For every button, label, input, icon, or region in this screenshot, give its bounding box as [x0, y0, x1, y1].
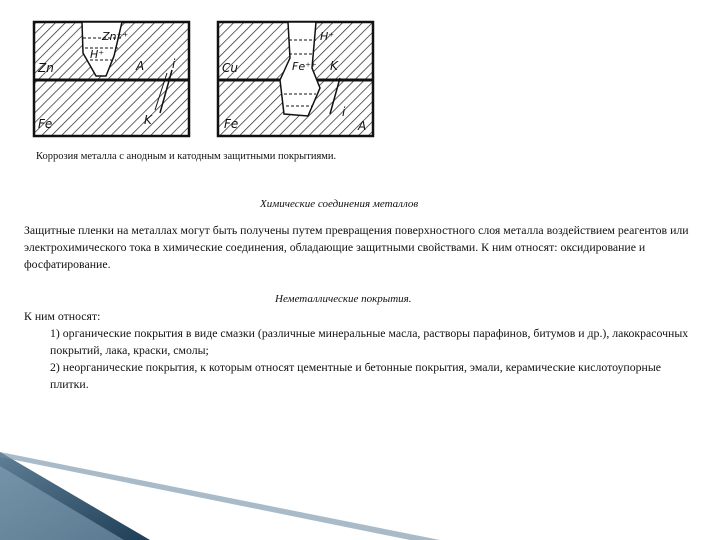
- label-k-right: K: [330, 59, 338, 73]
- list-item-inorganic: 2) неорганические покрытия, к которым относят цементные и бетонные покрытия, эмали, керамические кислотоупорные плитки.: [50, 360, 662, 391]
- label-a-right: A: [358, 119, 367, 133]
- label-i-right: i: [342, 105, 346, 119]
- corrosion-diagram: [30, 18, 380, 143]
- list-item-organic: 1) органические покрытия в виде смазки (различные минеральные масла, растворы парафинов, битумов и др.), лакокрасочных покрытий, лака, краски, смолы;: [50, 326, 689, 357]
- label-a-left: A: [136, 59, 145, 73]
- label-h-left: H⁺: [90, 48, 105, 61]
- section-heading-nonmetallic: Неметаллические покрытия.: [275, 293, 412, 305]
- figure-caption: Коррозия металла с анодным и катодным защитными покрытиями.: [36, 151, 337, 162]
- paragraph-chemical: Защитные пленки на металлах могут быть получены путем превращения поверхностного слоя металла воздействием реагентов или электрохимического тока в химические соединения, обладающие защитными свойствами. К ним относят: оксидирование и фосфатирование.: [24, 223, 689, 271]
- label-zn: Zn: [38, 61, 54, 75]
- label-fe-ion: Fe⁺⁺: [292, 60, 317, 73]
- label-k-left: K: [144, 113, 152, 127]
- label-fe-right: Fe: [224, 117, 239, 131]
- label-fe-left: Fe: [38, 117, 53, 131]
- nonmetallic-intro: К ним относят:: [24, 309, 101, 323]
- anodic-coating-panel: [34, 22, 189, 136]
- paragraph-nonmetallic: [24, 308, 694, 393]
- label-cu: Cu: [222, 61, 238, 75]
- cathodic-coating-panel: [218, 22, 373, 136]
- label-i-left: i: [172, 57, 176, 71]
- section-heading-chemical: Химические соединения металлов: [260, 198, 419, 210]
- label-zn-ion: Zn⁺⁺: [102, 30, 129, 43]
- label-h-right: H⁺: [320, 30, 335, 43]
- decorative-corner: [0, 440, 720, 540]
